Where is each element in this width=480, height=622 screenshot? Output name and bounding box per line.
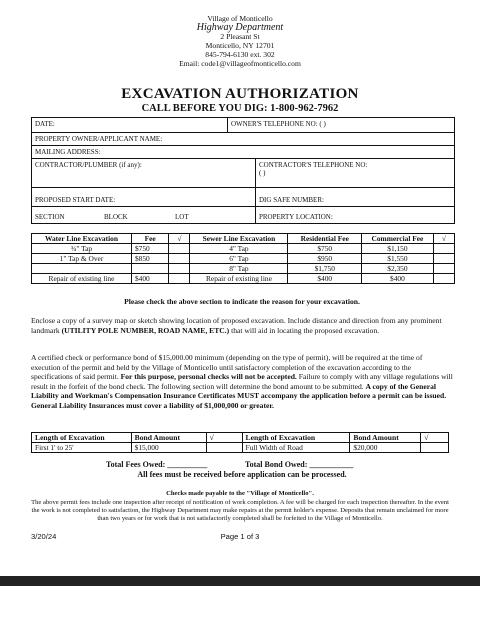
table-row [32, 244, 455, 254]
department-name: Highway Department [196, 22, 284, 33]
section-label: SECTION [35, 213, 65, 221]
fee-cell: 6" Tap [190, 254, 288, 264]
table-row [32, 443, 449, 453]
bond-header: Bond Amount [350, 433, 421, 443]
page-title: EXCAVATION AUTHORIZATION [121, 86, 359, 102]
property-owner-field[interactable]: PROPERTY OWNER/APPLICANT NAME: [35, 135, 163, 143]
revision-date: 3/20/24 [31, 532, 57, 541]
fee-cell: $2,350 [362, 264, 434, 274]
bond-checkbox[interactable] [206, 443, 242, 453]
city-line: Monticello, NY 12701 [205, 41, 275, 50]
fee-cell [32, 264, 132, 274]
bond-header: Bond Amount [131, 433, 206, 443]
contractor-field[interactable]: CONTRACTOR/PLUMBER (if any): [35, 161, 142, 169]
fee-checkbox[interactable] [433, 274, 454, 284]
mailing-address-field[interactable]: MAILING ADDRESS: [35, 148, 101, 156]
received-note: All fees must be received before application can be processed. [137, 470, 347, 479]
start-date-field[interactable]: PROPOSED START DATE: [35, 196, 116, 204]
date-field[interactable]: DATE: [35, 120, 55, 128]
fee-header: Sewer Line Excavation [190, 234, 288, 244]
fee-cell: $1,150 [362, 244, 434, 254]
fee-cell: $950 [288, 254, 362, 264]
fee-header: Fee [131, 234, 168, 244]
contractor-phone-field[interactable] [255, 159, 454, 187]
fee-table [31, 233, 455, 284]
bond-header-row [32, 433, 449, 443]
fee-checkbox[interactable] [169, 264, 190, 274]
total-fees-owed[interactable]: Total Fees Owed: __________ [106, 460, 208, 469]
survey-paragraph [31, 316, 453, 335]
check-note: Please check the above section to indicate the reason for your excavation. [124, 297, 360, 306]
fee-checkbox[interactable] [169, 244, 190, 254]
bond-paragraph [31, 353, 453, 411]
bond-cell: $15,000 [131, 443, 206, 453]
fee-header: Residential Fee [288, 234, 362, 244]
fee-cell: Repair of existing line [190, 274, 288, 284]
bond-text-a: A certified check or performance bond of $15,000.00 minimum (depending on the type of permit), will be required at the time of execution of the permit and held by the Village of Monticello until satisfactory completion of the excavation according to the specifications of said permit. [31, 353, 423, 382]
bond-text-c: Failure to comply with any village regulations will result in the forfeit of the bond check. The following section will determine the bond amount to be submitted. [31, 372, 453, 391]
bond-header: √ [421, 433, 449, 443]
fee-cell: $750 [288, 244, 362, 254]
phone-line: 845-794-6130 ext. 302 [205, 50, 275, 59]
bond-text-d: A copy of the General Liability and Workman's Compensation Insurance Certificates MUST accompany the application before a permit can be issued. General Liability Insurances must cover a liability of $1,000,000 or greater. [31, 381, 447, 410]
bond-header: √ [206, 433, 242, 443]
fee-checkbox[interactable] [169, 274, 190, 284]
survey-text-b: (UTILITY POLE NUMBER, ROAD NAME, ETC.) [61, 325, 230, 335]
bond-table [31, 432, 449, 453]
bond-checkbox[interactable] [421, 443, 449, 453]
dig-safe-label: DIG SAFE NUMBER: [259, 196, 324, 204]
table-row [32, 274, 455, 284]
bond-text-b: For this purpose, personal checks will not be accepted. [120, 372, 297, 382]
fee-header: Water Line Excavation [32, 234, 132, 244]
footer-text: The above permit fees include one inspection after receipt of notification of work completion. A fee will be charged for each inspection thereafter. In the event the work is not completed to satisfaction, the Highway Department may make repairs at the permit holder's expense. Deposits that remain unclaimed for more than two years or for work that is not satisfactorily completed shall be forfeited to the Village of Monticello. [31, 499, 449, 523]
fee-header: Commercial Fee [362, 234, 434, 244]
total-bond-owed[interactable]: Total Bond Owed: ___________ [245, 460, 354, 469]
fee-cell: 1" Tap & Over [32, 254, 132, 264]
fee-checkbox[interactable] [433, 244, 454, 254]
fee-checkbox[interactable] [169, 254, 190, 264]
applicant-form [31, 117, 455, 224]
fee-cell: Repair of existing line [32, 274, 132, 284]
fee-cell: $400 [288, 274, 362, 284]
fee-cell: 4" Tap [190, 244, 288, 254]
fee-header: √ [169, 234, 190, 244]
fee-checkbox[interactable] [433, 264, 454, 274]
fee-cell: $1,750 [288, 264, 362, 274]
property-location-label: PROPERTY LOCATION: [259, 213, 333, 221]
fee-cell: ¾" Tap [32, 244, 132, 254]
property-location-field[interactable] [255, 207, 454, 223]
dig-safe-field[interactable] [255, 188, 454, 206]
letterhead [0, 14, 480, 68]
fee-cell: $400 [131, 274, 168, 284]
fee-header: √ [433, 234, 454, 244]
bond-cell: Full Width of Road [242, 443, 350, 453]
bond-cell: $20,000 [350, 443, 421, 453]
page-number: Page 1 of 3 [220, 532, 260, 541]
survey-text-a: Enclose a copy of a survey map or sketch showing location of proposed excavation. Include distance and direction from any prominent landmark [31, 316, 442, 335]
owner-phone-field[interactable]: OWNER'S TELEPHONE NO: ( ) [227, 118, 454, 132]
table-row [32, 254, 455, 264]
bond-header: Length of Excavation [32, 433, 132, 443]
table-row [32, 264, 455, 274]
fee-cell: $750 [131, 244, 168, 254]
page-subtitle: CALL BEFORE YOU DIG: 1-800-962-7962 [141, 103, 339, 114]
contractor-phone-paren: ( ) [259, 169, 266, 177]
fee-checkbox[interactable] [433, 254, 454, 264]
lot-label: LOT [175, 213, 189, 221]
bond-cell: First 1' to 25' [32, 443, 132, 453]
fee-header-row [32, 234, 455, 244]
street-address: 2 Pleasant St [220, 32, 260, 41]
email-line: Email: code1@villageofmonticello.com [179, 59, 301, 68]
bond-header: Length of Excavation [242, 433, 350, 443]
fee-cell: 8" Tap [190, 264, 288, 274]
scan-edge-bar [0, 576, 480, 586]
checks-payable-note: Checks made payable to the "Village of Monticello". [166, 490, 314, 497]
fee-cell: $850 [131, 254, 168, 264]
block-label: BLOCK [104, 213, 128, 221]
section-block-lot[interactable] [32, 211, 255, 223]
village-name: Village of Monticello [207, 14, 273, 23]
survey-text-c: that will aid in locating the proposed excavation. [229, 325, 380, 335]
fee-cell: $400 [362, 274, 434, 284]
contractor-phone-label: CONTRACTOR'S TELEPHONE NO: [259, 161, 368, 169]
fee-cell [131, 264, 168, 274]
fee-cell: $1,550 [362, 254, 434, 264]
